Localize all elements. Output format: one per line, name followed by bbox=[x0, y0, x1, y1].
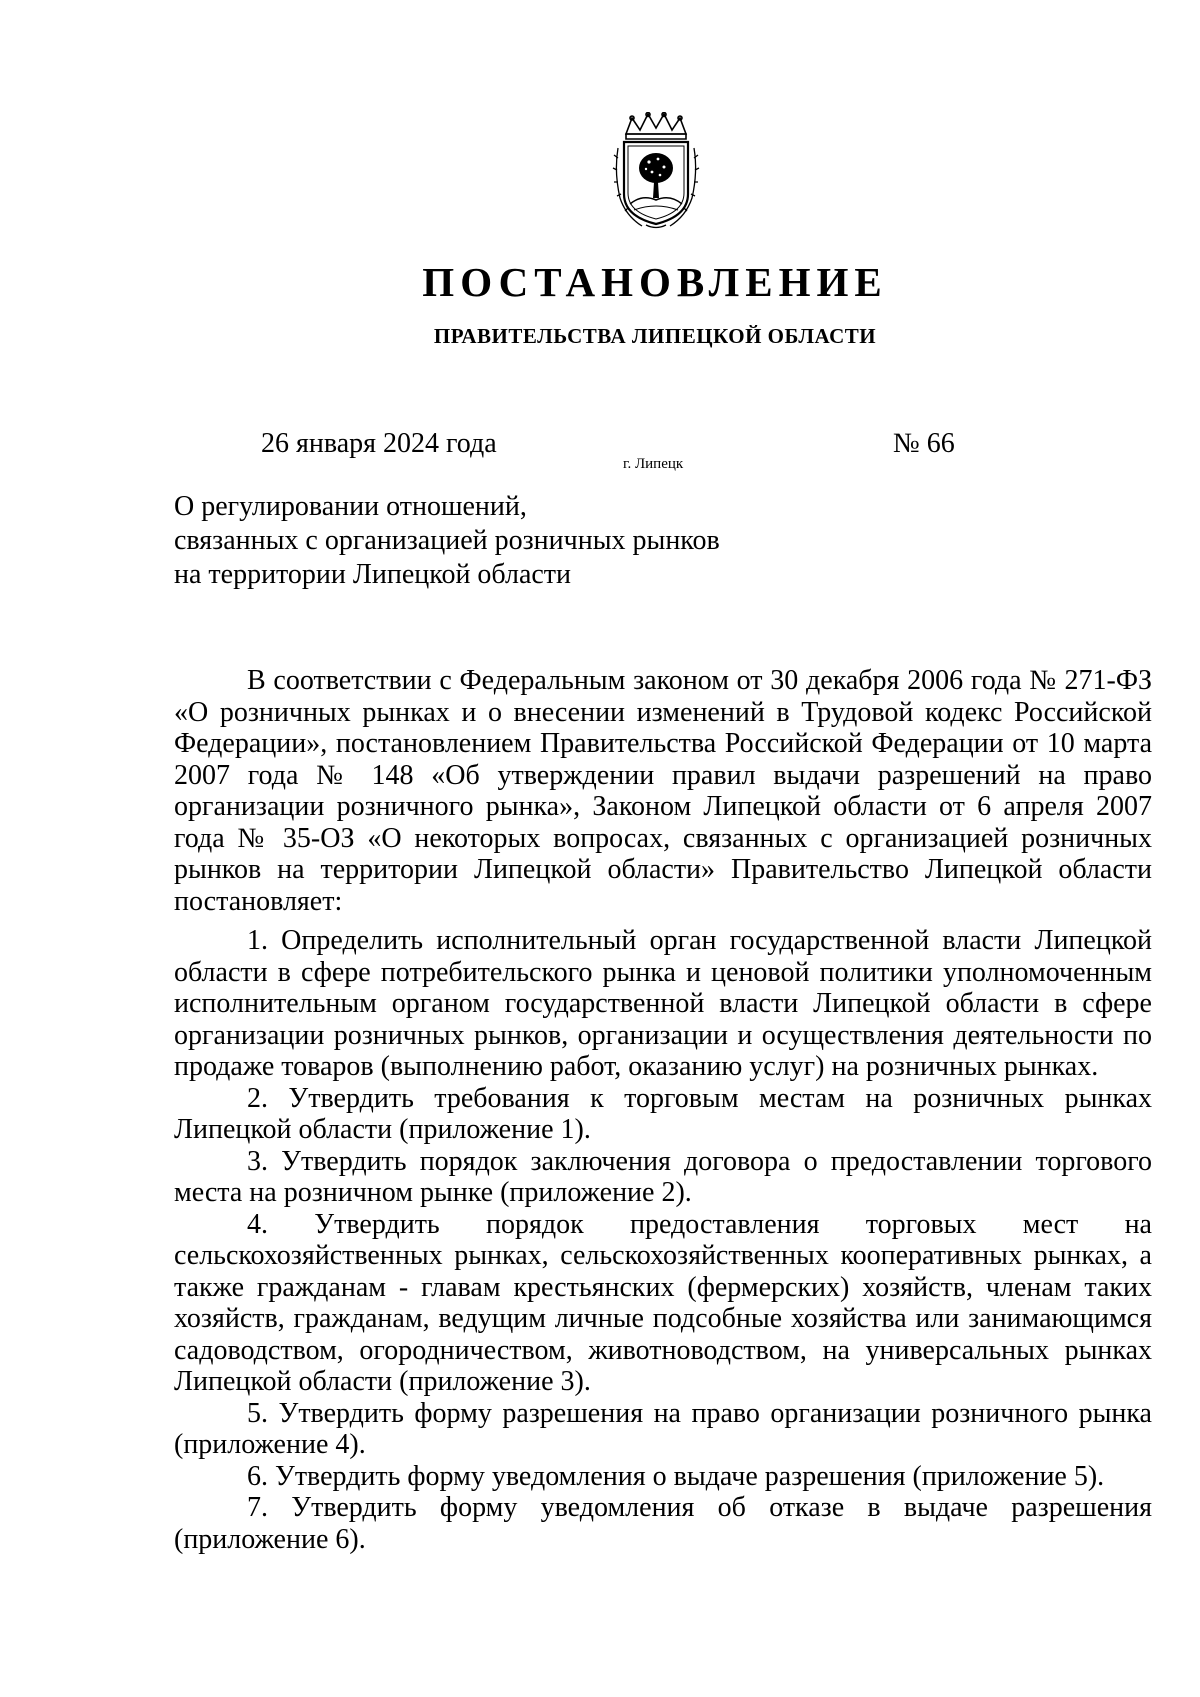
resolution-item: 4. Утвердить порядок предоставления торговых мест на сельскохозяйственных рынках, сельскохозяйственных кооперативных рынках, а также гражданам - главам крестьянских (фермерских) хозяйств, членам таких хозяйств, гражданам, ведущим личные подсобные хозяйства или занимающимся садоводством, огородничеством, животноводством, на универсальных рынках Липецкой области (приложение 3). bbox=[174, 1208, 1152, 1397]
document-subject bbox=[174, 490, 720, 592]
coat-of-arms-icon bbox=[612, 112, 700, 230]
resolution-item: 2. Утвердить требования к торговым местам на розничных рынках Липецкой области (приложение 1). bbox=[174, 1082, 1152, 1145]
document-title: ПОСТАНОВЛЕНИЕ bbox=[422, 259, 888, 305]
resolution-item: 6. Утвердить форму уведомления о выдаче разрешения (приложение 5). bbox=[247, 1460, 1105, 1492]
document-body bbox=[174, 665, 1152, 1555]
subject-line: связанных с организацией розничных рынков bbox=[174, 525, 720, 556]
subject-line: на территории Липецкой области bbox=[174, 559, 572, 590]
document-city: г. Липецк bbox=[623, 456, 684, 472]
subject-line: О регулировании отношений, bbox=[174, 491, 527, 522]
resolution-item: 1. Определить исполнительный орган государственной власти Липецкой области в сфере потребительского рынка и ценовой политики уполномоченным исполнительным органом государственной власти Липецкой области в сфере организации розничных рынков, организации и осуществления деятельности по продаже товаров (выполнению работ, оказанию услуг) на розничных рынках. bbox=[174, 925, 1152, 1082]
preamble-paragraph: В соответствии с Федеральным законом от 30 декабря 2006 года № 271-ФЗ «О розничных рынках и о внесении изменений в Трудовой кодекс Российской Федерации», постановлением Правительства Российской Федерации от 10 марта 2007 года № 148 «Об утверждении правил выдачи разрешений на право организации розничного рынка», Законом Липецкой области от 6 апреля 2007 года № 35-ОЗ «О некоторых вопросах, связанных с организацией розничных рынков на территории Липецкой области» Правительство Липецкой области постановляет: bbox=[174, 665, 1152, 917]
resolution-item: 5. Утвердить форму разрешения на право организации розничного рынка (приложение 4). bbox=[174, 1397, 1152, 1460]
resolution-item: 3. Утвердить порядок заключения договора о предоставлении торгового места на розничном рынке (приложение 2). bbox=[174, 1145, 1152, 1208]
document-number: № 66 bbox=[893, 428, 955, 459]
document-date: 26 января 2024 года bbox=[261, 428, 497, 459]
resolution-item: 7. Утвердить форму уведомления об отказе в выдаче разрешения (приложение 6). bbox=[174, 1492, 1152, 1555]
document-issuer: ПРАВИТЕЛЬСТВА ЛИПЕЦКОЙ ОБЛАСТИ bbox=[433, 324, 877, 348]
